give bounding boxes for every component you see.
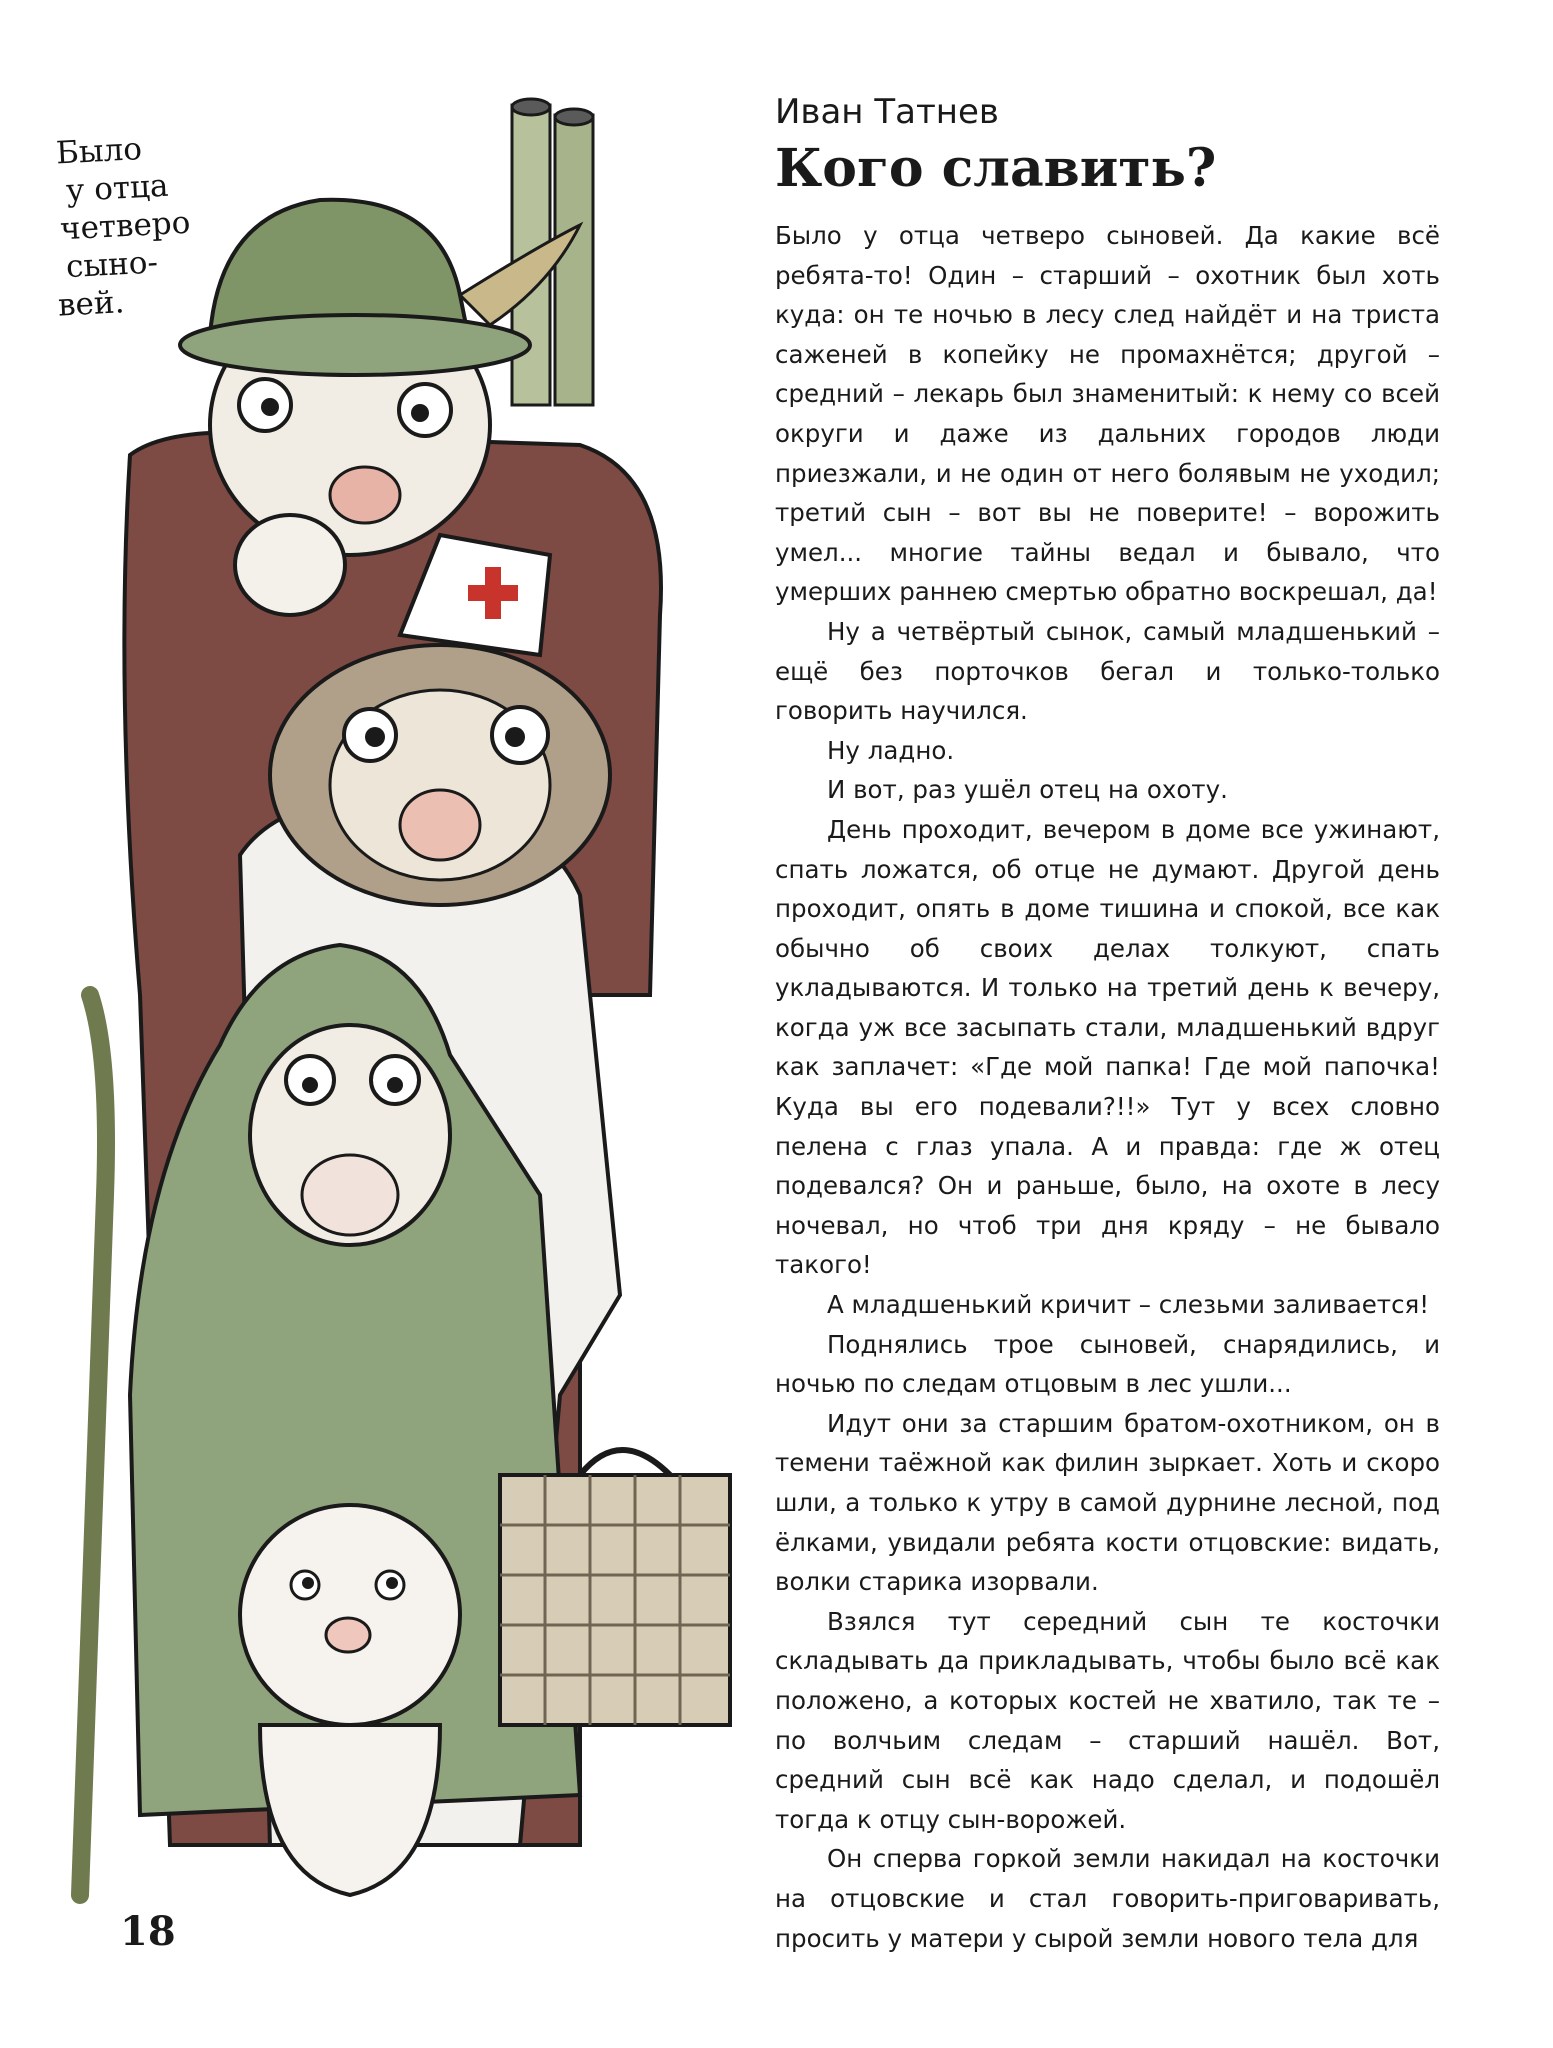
paragraph: Было у отца четверо сыновей. Да какие всё ребята-то! Один – старший – охотник был хоть куда: он те ночью в лесу след найдёт и на триста саженей в копейку не промахнётся; другой – средний – лекарь был знаменитый: к нему со всей округи и даже из дальних городов люди приезжали, и не один от него болявым не уходил; третий сын – вот вы не поверите! – ворожить умел... многие тайны ведал и бывало, что умерших раннею смертью обратно воскрешал, да! [775, 221, 1440, 607]
paragraph: Взялся тут середний сын те косточки складывать да прикладывать, чтобы было всё как положено, а которых костей не хватило, так те – по волчьим следам – старший нашёл. Вот, средний сын всё как надо сделал, и подошёл тогда к отцу сын-ворожей. [775, 1606, 1440, 1834]
story-title: Кого славить? [775, 138, 1217, 199]
four-brothers-illustration [20, 95, 760, 1955]
caption-line: сыно- [65, 244, 159, 286]
doctor-suitcase [500, 1450, 730, 1725]
paragraph: Ну ладно. [827, 735, 955, 765]
page-number: 18 [120, 1908, 176, 1955]
paragraph: Поднялись трое сыновей, снарядились, и ночью по следам отцовым в лес ушли... [775, 1329, 1440, 1399]
caption-line: вей. [57, 284, 126, 324]
paragraph: День проходит, вечером в доме все ужинают, спать ложатся, об отце не думают. Другой день проходит, опять в доме тишина и спокой, все как обычно об своих делах толкуют, спать укладываются. И только на третий день к вечеру, когда уж все засыпать стали, младшенький вдруг как заплачет: «Где мой папка! Где мой папочка! Куда вы его подевали?!!» Тут у всех словно пелена с глаз упала. А и правда: где ж отец подевался? Он и раньше, было, на охоте в лесу ночевал, но чтоб три дня кряду – не бывало такого! [775, 814, 1440, 1280]
paragraph: А младшенький кричит – слезьми заливается! [827, 1290, 1430, 1320]
paragraph: Он сперва горкой земли накидал на косточки на отцовские и стал говорить-приговаривать, просить у матери у сырой земли нового тела для [775, 1844, 1440, 1953]
illustration-caption [55, 126, 235, 325]
story-body [775, 216, 1440, 1958]
paragraph: Ну а четвёртый сынок, самый младшенький – ещё без порточков бегал и только-только говорить научился. [775, 616, 1440, 726]
wizard-staff [80, 995, 106, 1895]
story-column [775, 88, 1440, 1958]
author-name: Иван Татнев [775, 92, 999, 132]
caption-line: у отца [65, 167, 170, 210]
caption-line: Было [55, 131, 143, 172]
paragraph: Идут они за старшим братом-охотником, он в темени таёжной как филин зыркает. Хоть и скоро шли, а только к утру в самой дурнине лесной, под ёлками, увидали ребята кости отцовские: видать, волки старика изорвали. [775, 1408, 1440, 1597]
paragraph: И вот, раз ушёл отец на охоту. [827, 775, 1228, 805]
caption-line: четверо [59, 204, 192, 248]
